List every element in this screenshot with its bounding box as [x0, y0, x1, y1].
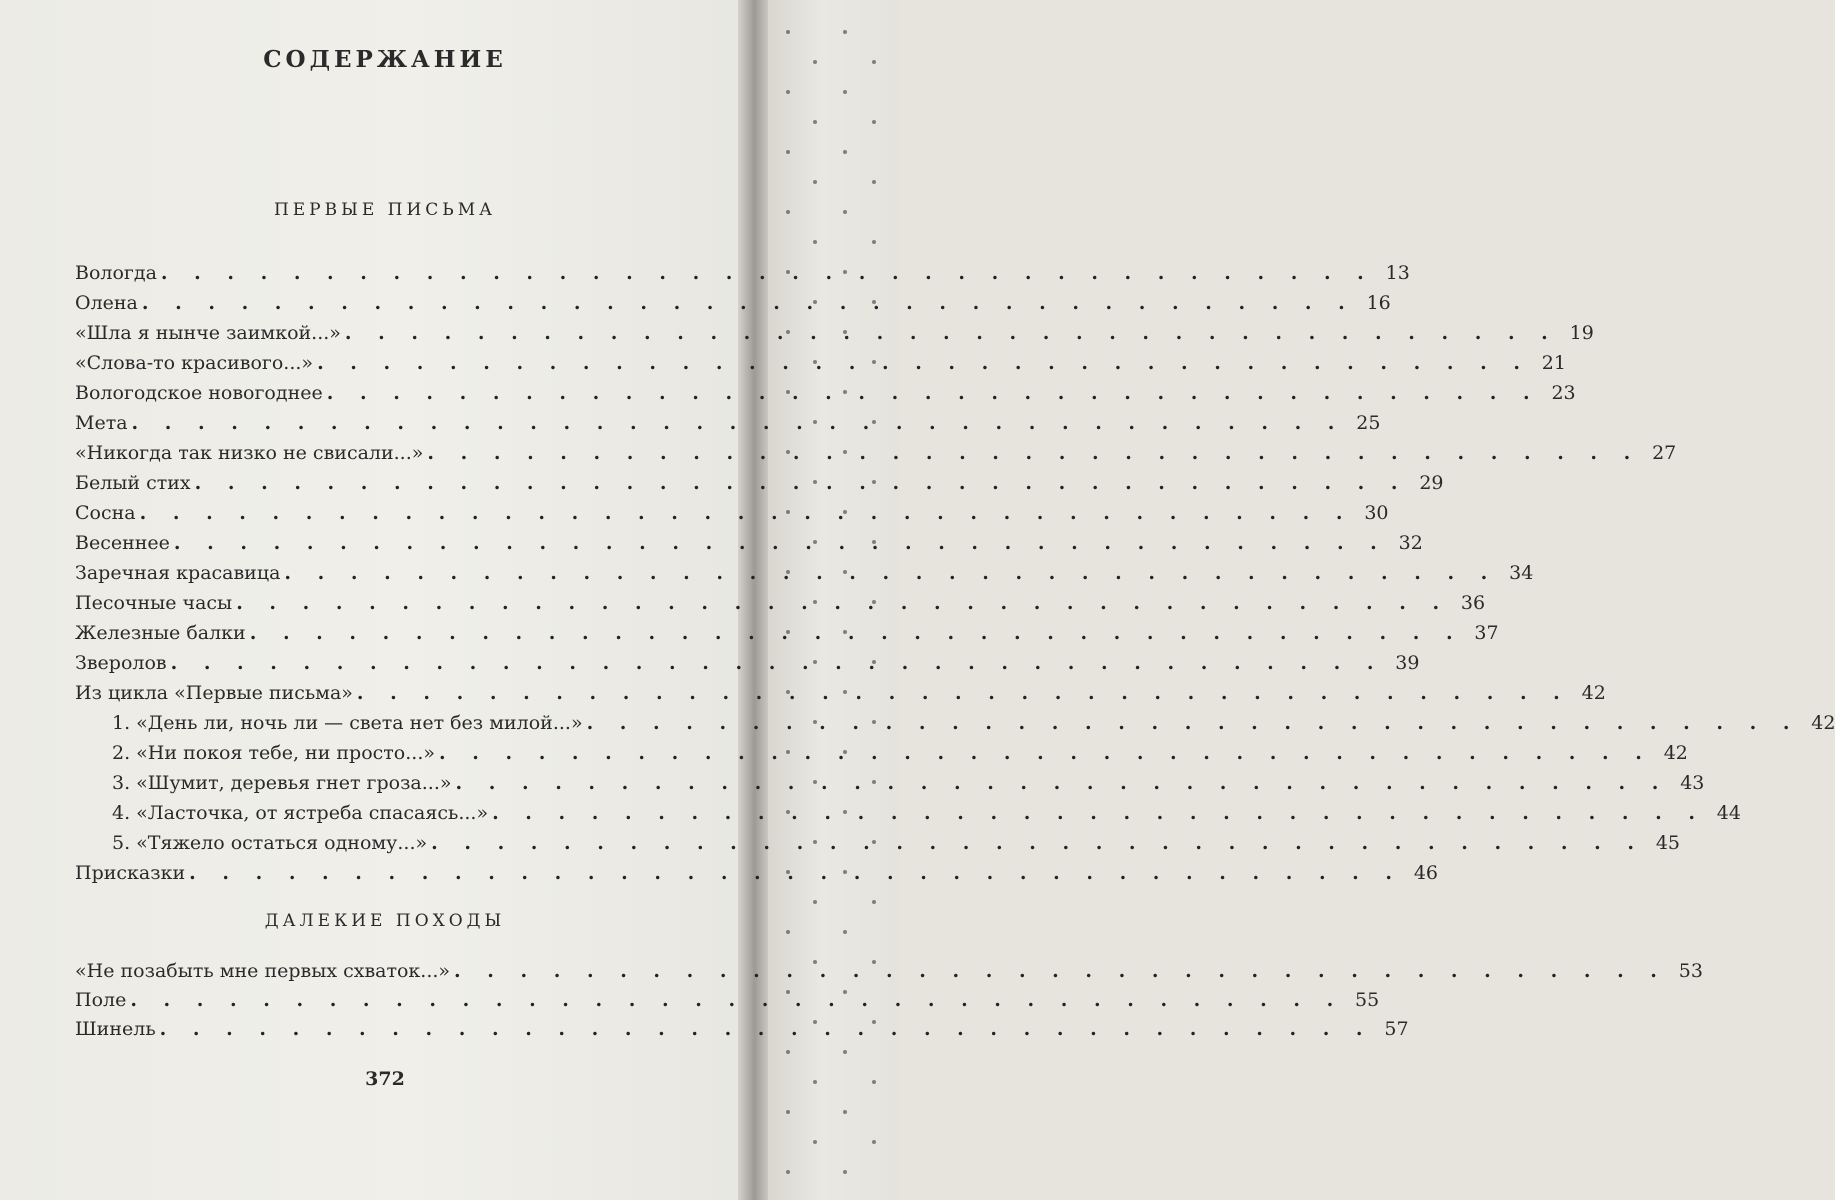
- toc-entry: [75, 985, 1380, 1015]
- toc-entry-page: 27: [1652, 442, 1677, 464]
- toc-entry: [75, 258, 1410, 288]
- toc-entry: [112, 798, 1741, 828]
- toc-entry: [75, 956, 1703, 986]
- page-title: СОДЕРЖАНИЕ: [263, 46, 507, 73]
- section-title-distant-campaigns: ДАЛЕКИЕ ПОХОДЫ: [264, 911, 506, 931]
- facing-page-dot: [843, 1050, 847, 1054]
- facing-page-dot: [786, 150, 790, 154]
- toc-entry-title: «Не позабыть мне первых схваток...»: [75, 960, 451, 982]
- facing-page-dot: [872, 180, 876, 184]
- dot-leader: . . . . . . . . . . . . . . . . . . . . . . . . . . . . . . . . . . . . .: [427, 442, 1641, 464]
- toc-entry-title: Поле: [75, 989, 127, 1011]
- toc-entry-page: 37: [1474, 622, 1499, 644]
- facing-page-dot: [786, 1110, 790, 1114]
- facing-page-dot: [786, 1050, 790, 1054]
- toc-entry: [75, 408, 1381, 438]
- toc-entry: [75, 378, 1576, 408]
- toc-entry-page: 42: [1581, 682, 1606, 704]
- facing-page-dot: [813, 1140, 817, 1144]
- facing-page-dot: [813, 120, 817, 124]
- dot-leader: . . . . . . . . . . . . . . . . . . . . . . . . . . . . . . . . . . . . .: [173, 532, 1387, 554]
- dot-leader: . . . . . . . . . . . . . . . . . . . . . . . . . . . . . . . . . . . . .: [356, 682, 1570, 704]
- toc-entry: [75, 678, 1606, 708]
- toc-entry: [112, 768, 1705, 798]
- toc-entry: [112, 738, 1688, 768]
- toc-entry-page: 21: [1541, 352, 1566, 374]
- toc-entry-page: 19: [1569, 322, 1594, 344]
- toc-entry: [112, 708, 1835, 738]
- dot-leader: . . . . . . . . . . . . . . . . . . . . . . . . . . . . . . . . . . . . .: [326, 382, 1540, 404]
- dot-leader: . . . . . . . . . . . . . . . . . . . . . . . . . . . . . . . . . . . . .: [194, 472, 1408, 494]
- toc-entry-page: 23: [1551, 382, 1576, 404]
- toc-entry: [75, 468, 1444, 498]
- toc-entry-title: «Шла я нынче заимкой...»: [75, 322, 341, 344]
- toc-entry-title: 3. «Шумит, деревья гнет гроза...»: [112, 772, 452, 794]
- dot-leader: . . . . . . . . . . . . . . . . . . . . . . . . . . . . . . . . . . . . .: [170, 652, 1384, 674]
- dot-leader: . . . . . . . . . . . . . . . . . . . . . . . . . . . . . . . . . . . . .: [139, 502, 1353, 524]
- toc-entry-page: 32: [1398, 532, 1423, 554]
- toc-entry-page: 39: [1395, 652, 1420, 674]
- toc-entry: [75, 648, 1420, 678]
- facing-page-dot: [872, 900, 876, 904]
- facing-page-dot: [813, 900, 817, 904]
- dot-leader: . . . . . . . . . . . . . . . . . . . . . . . . . . . . . . . . . . . . .: [344, 322, 1558, 344]
- toc-entry-title: Вологда: [75, 262, 157, 284]
- toc-entry: [75, 618, 1499, 648]
- toc-entry-title: Из цикла «Первые письма»: [75, 682, 353, 704]
- toc-entry-page: 34: [1509, 562, 1534, 584]
- toc-entry-title: Железные балки: [75, 622, 246, 644]
- facing-page-dot: [813, 1080, 817, 1084]
- toc-entry: [75, 588, 1486, 618]
- facing-page-dot: [872, 60, 876, 64]
- toc-entry-page: 53: [1678, 960, 1703, 982]
- toc-entry: [112, 828, 1680, 858]
- facing-page-dot: [786, 90, 790, 94]
- toc-entry: [75, 558, 1534, 588]
- toc-entry-title: 2. «Ни покоя тебе, ни просто...»: [112, 742, 435, 764]
- facing-page-dot: [872, 1140, 876, 1144]
- dot-leader: . . . . . . . . . . . . . . . . . . . . . . . . . . . . . . . . . . . . .: [454, 960, 1667, 982]
- dot-leader: . . . . . . . . . . . . . . . . . . . . . . . . . . . . . . . . . . . . .: [131, 412, 1345, 434]
- toc-entry-page: 42: [1663, 742, 1688, 764]
- dot-leader: . . . . . . . . . . . . . . . . . . . . . . . . . . . . . . . . . . . . .: [586, 712, 1800, 734]
- facing-page-dot: [813, 60, 817, 64]
- facing-page-dot: [843, 150, 847, 154]
- toc-entry-page: 42: [1811, 712, 1835, 734]
- facing-page-dot: [786, 1170, 790, 1174]
- facing-page-dot: [843, 30, 847, 34]
- toc-entry-title: 1. «День ли, ночь ли — света нет без милой...»: [112, 712, 583, 734]
- dot-leader: . . . . . . . . . . . . . . . . . . . . . . . . . . . . . . . . . . . . .: [160, 262, 1374, 284]
- toc-entry-title: 5. «Тяжело остаться одному...»: [112, 832, 428, 854]
- toc-entry: [75, 498, 1389, 528]
- toc-entry: [75, 288, 1391, 318]
- toc-entry-title: Сосна: [75, 502, 136, 524]
- dot-leader: . . . . . . . . . . . . . . . . . . . . . . . . . . . . . . . . . . . . .: [284, 562, 1498, 584]
- toc-entry-title: Мета: [75, 412, 128, 434]
- facing-page-dot: [843, 210, 847, 214]
- toc-entry-page: 25: [1356, 412, 1381, 434]
- toc-entry-page: 57: [1384, 1018, 1409, 1040]
- dot-leader: . . . . . . . . . . . . . . . . . . . . . . . . . . . . . . . . . . . . .: [317, 352, 1530, 374]
- facing-page-dot: [813, 240, 817, 244]
- section-title-first-letters: ПЕРВЫЕ ПИСЬМА: [273, 200, 497, 220]
- facing-page-dot: [786, 210, 790, 214]
- dot-leader: . . . . . . . . . . . . . . . . . . . . . . . . . . . . . . . . . . . . .: [236, 592, 1450, 614]
- facing-page-dot: [872, 240, 876, 244]
- toc-entry-page: 55: [1355, 989, 1380, 1011]
- dot-leader: . . . . . . . . . . . . . . . . . . . . . . . . . . . . . . . . . . . . .: [439, 742, 1652, 764]
- facing-page-dot: [786, 930, 790, 934]
- dot-leader: . . . . . . . . . . . . . . . . . . . . . . . . . . . . . . . . . . . . .: [189, 862, 1403, 884]
- page-number: 372: [365, 1068, 405, 1090]
- dot-leader: . . . . . . . . . . . . . . . . . . . . . . . . . . . . . . . . . . . . .: [159, 1018, 1373, 1040]
- toc-entry-title: Белый стих: [75, 472, 191, 494]
- dot-leader: . . . . . . . . . . . . . . . . . . . . . . . . . . . . . . . . . . . . .: [249, 622, 1463, 644]
- facing-page-dot: [813, 180, 817, 184]
- facing-page-dot: [786, 30, 790, 34]
- toc-entry-title: Весеннее: [75, 532, 170, 554]
- facing-page-dot: [843, 930, 847, 934]
- toc-entry-page: 46: [1413, 862, 1439, 884]
- toc-entry-page: 45: [1655, 832, 1680, 854]
- toc-entry-title: Олена: [75, 292, 138, 314]
- dot-leader: . . . . . . . . . . . . . . . . . . . . . . . . . . . . . . . . . . . . .: [431, 832, 1644, 854]
- facing-page-dot: [843, 90, 847, 94]
- dot-leader: . . . . . . . . . . . . . . . . . . . . . . . . . . . . . . . . . . . . .: [130, 989, 1344, 1011]
- toc-entry-title: «Слова-то красивого...»: [75, 352, 314, 374]
- facing-page-dot: [843, 1170, 847, 1174]
- dot-leader: . . . . . . . . . . . . . . . . . . . . . . . . . . . . . . . . . . . . .: [141, 292, 1355, 314]
- toc-entry-title: Присказки: [75, 862, 186, 884]
- toc-entry: [75, 1014, 1409, 1044]
- toc-entry-page: 30: [1364, 502, 1389, 524]
- facing-page-dot: [872, 1080, 876, 1084]
- dot-leader: . . . . . . . . . . . . . . . . . . . . . . . . . . . . . . . . . . . . .: [492, 802, 1705, 824]
- toc-entry-title: «Никогда так низко не свисали...»: [75, 442, 424, 464]
- toc-entry: [75, 348, 1566, 378]
- toc-entry-title: Вологодское новогоднее: [75, 382, 323, 404]
- toc-entry: [75, 858, 1439, 888]
- facing-page-dot: [843, 1110, 847, 1114]
- toc-entry: [75, 438, 1677, 468]
- toc-entry-title: Заречная красавица: [75, 562, 281, 584]
- toc-entry-page: 44: [1716, 802, 1741, 824]
- toc-entry-title: Шинель: [75, 1018, 156, 1040]
- toc-entry-page: 13: [1385, 262, 1410, 284]
- toc-entry: [75, 318, 1594, 348]
- toc-entry: [75, 528, 1423, 558]
- toc-entry-page: 29: [1419, 472, 1444, 494]
- toc-entry-title: 4. «Ласточка, от ястреба спасаясь...»: [112, 802, 489, 824]
- toc-entry-page: 36: [1460, 592, 1486, 614]
- toc-entry-page: 43: [1680, 772, 1705, 794]
- dot-leader: . . . . . . . . . . . . . . . . . . . . . . . . . . . . . . . . . . . . .: [455, 772, 1669, 794]
- toc-entry-title: Песочные часы: [75, 592, 233, 614]
- toc-entry-title: Зверолов: [75, 652, 167, 674]
- toc-entry-page: 16: [1366, 292, 1391, 314]
- facing-page-dot: [872, 120, 876, 124]
